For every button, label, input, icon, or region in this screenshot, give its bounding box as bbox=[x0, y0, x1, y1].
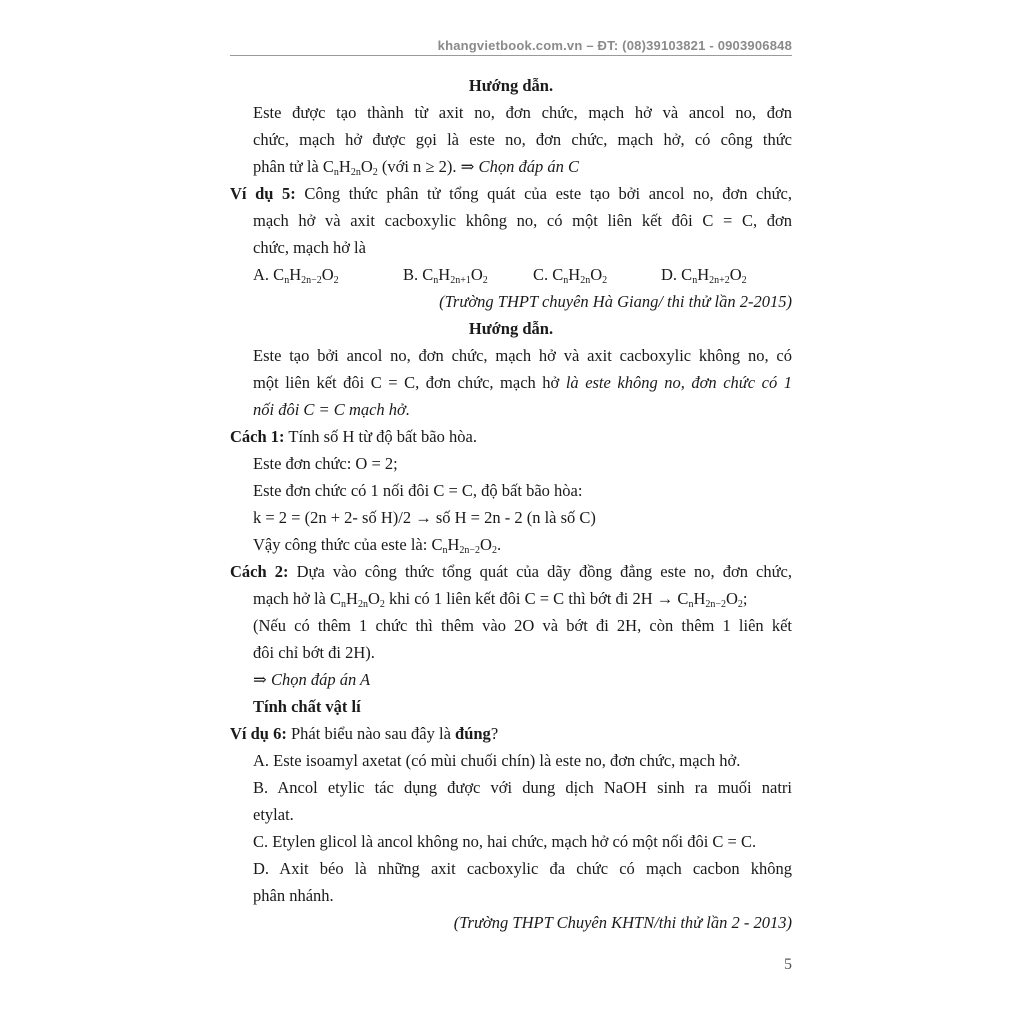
way2-label: Cách 2: bbox=[230, 562, 289, 581]
way1-text: Tính số H từ độ bất bão hòa. bbox=[284, 427, 477, 446]
guide2-line-1: Este tạo bởi ancol no, đơn chức, mạch hở và axit cacboxylic không no, có bbox=[253, 346, 792, 365]
option-b: B. $C_nH_{2n+1}O_2$ bbox=[403, 265, 488, 286]
example6-d-label: D. bbox=[253, 859, 270, 878]
way1-line-1: Este đơn chức: O = 2; bbox=[253, 454, 398, 473]
option-a-label: A. bbox=[253, 265, 270, 284]
guide-heading-1: Hướng dẫn. bbox=[468, 76, 554, 95]
way2-line-2 bbox=[230, 585, 792, 612]
example6-option-a bbox=[230, 747, 792, 774]
option-c: C. $C_nH_{2n}O_2$ bbox=[533, 265, 608, 286]
formula-cnh2no2-b: $C_nH_{2n}O_2$ bbox=[330, 589, 385, 610]
way1-line-2: Este đơn chức có 1 nối đôi C = C, độ bất bão hòa: bbox=[253, 481, 583, 500]
way1-line-3: k = 2 = (2n + 2- số H)/2 → số H = 2n - 2 (n là số C) bbox=[253, 508, 596, 527]
answer-c: ⇒ Chọn đáp án C bbox=[460, 157, 579, 176]
example6-d-text: Axit béo là những axit cacboxylic đa chức có mạch cacbon không bbox=[269, 859, 792, 878]
guide2-line-2-pre: một liên kết đôi C = C, đơn chức, mạch hở bbox=[253, 373, 566, 392]
option-b-label: B. bbox=[403, 265, 419, 284]
example6-b-label: B. bbox=[253, 778, 269, 797]
way2-line bbox=[230, 558, 792, 585]
page-number: 5 bbox=[784, 956, 792, 973]
example6-label: Ví dụ 6: bbox=[230, 724, 287, 743]
page-header: khangvietbook.com.vn – ĐT: (08)39103821 - 0903906848 bbox=[230, 38, 792, 56]
example5-line-2: mạch hở và axit cacboxylic không no, có một liên kết đôi C = C, đơn bbox=[253, 211, 792, 230]
way1-line-4-text: Vậy công thức của este là: bbox=[253, 535, 432, 554]
way2-line-3: (Nếu có thêm 1 chức thì thêm vào 2O và bớt đi 2H, còn thêm 1 liên kết bbox=[253, 616, 792, 635]
example6-line bbox=[230, 720, 792, 747]
guide1-line-3-post: (với n ≥ 2). bbox=[377, 157, 461, 176]
example6-a-text: Este isoamyl axetat (có mùi chuối chín) là este no, đơn chức, mạch hở. bbox=[269, 751, 741, 770]
guide1-line-2: chức, mạch hở được gọi là este no, đơn chức, mạch hở, có công thức bbox=[253, 130, 792, 149]
option-d: D. $C_nH_{2n+2}O_2$ bbox=[661, 265, 747, 286]
way1-label: Cách 1: bbox=[230, 427, 285, 446]
example6-option-b bbox=[230, 774, 792, 801]
example6-q-bold: đúng bbox=[455, 724, 491, 743]
way1-line-4 bbox=[230, 531, 792, 558]
example6-c-text: Etylen glicol là ancol không no, hai chức, mạch hở có một nối đôi C = C. bbox=[268, 832, 757, 851]
guide2-line-2-italic: là este không no, đơn chức có 1 bbox=[565, 373, 792, 392]
document-body bbox=[230, 72, 792, 936]
guide2-line-2 bbox=[230, 369, 792, 396]
example6-source: (Trường THPT Chuyên KHTN/thi thử lần 2 - 2013) bbox=[453, 913, 792, 932]
guide1-line-3 bbox=[230, 153, 792, 180]
example5-line-3: chức, mạch hở là bbox=[253, 238, 366, 257]
way2-line-2-mid: khi có 1 liên kết đôi C = C thì bớt đi 2H → bbox=[384, 589, 678, 608]
guide1-line-1: Este được tạo thành từ axit no, đơn chức, mạch hở và ancol no, đơn bbox=[253, 103, 792, 122]
way2-line-4: đôi chỉ bớt đi 2H). bbox=[253, 643, 375, 662]
example6-q-post: ? bbox=[490, 724, 499, 743]
way2-text: Dựa vào công thức tổng quát của dãy đồng đẳng este no, đơn chức, bbox=[288, 562, 792, 581]
physical-heading: Tính chất vật lí bbox=[253, 697, 361, 716]
example6-option-d-cont: phân nhánh. bbox=[253, 886, 334, 905]
example6-b-text: Ancol etylic tác dụng được với dung dịch NaOH sinh ra muối natri bbox=[268, 778, 792, 797]
guide-heading-2: Hướng dẫn. bbox=[468, 319, 554, 338]
example6-c-label: C. bbox=[253, 832, 269, 851]
example6-option-d bbox=[230, 855, 792, 882]
example6-option-c bbox=[230, 828, 792, 855]
example5-label: Ví dụ 5: bbox=[230, 184, 296, 203]
example5-options bbox=[230, 261, 792, 288]
guide2-line-3: nối đôi C = C mạch hở. bbox=[253, 400, 410, 419]
example5-source: (Trường THPT chuyên Hà Giang/ thi thử lần 2-2015) bbox=[439, 292, 792, 311]
example6-a-label: A. bbox=[253, 751, 270, 770]
way1-line bbox=[230, 423, 792, 450]
option-a: A. $C_nH_{2n-2}O_2$ bbox=[253, 265, 339, 286]
answer-a: ⇒ Chọn đáp án A bbox=[253, 670, 371, 689]
example6-option-b-cont: etylat. bbox=[253, 805, 294, 824]
formula-cnh2n-2o2: $C_nH_{2n-2}O_2$. bbox=[431, 535, 502, 556]
option-d-label: D. bbox=[661, 265, 678, 284]
example5-text-1: Công thức phân tử tổng quát của este tạo bởi ancol no, đơn chức, bbox=[295, 184, 792, 203]
example5-line-1 bbox=[230, 180, 792, 207]
guide1-line-3-pre: phân tử là bbox=[253, 157, 323, 176]
formula-cnh2no2: $C_nH_{2n}O_2$ bbox=[322, 157, 378, 178]
way2-line-2-pre: mạch hở là bbox=[253, 589, 330, 608]
option-c-label: C. bbox=[533, 265, 549, 284]
formula-cnh2n-2o2-b: $C_nH_{2n-2}O_2$; bbox=[677, 589, 748, 610]
example6-q-pre: Phát biểu nào sau đây là bbox=[286, 724, 456, 743]
